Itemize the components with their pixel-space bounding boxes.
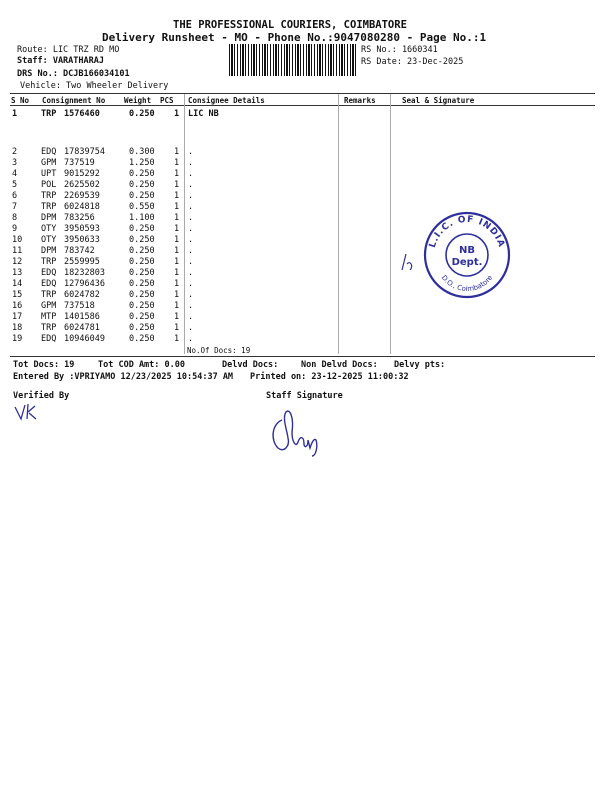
vehicle: Vehicle: Two Wheeler Delivery xyxy=(20,81,169,91)
row-consignee: . xyxy=(188,246,194,256)
col-pcs: PCS xyxy=(160,96,174,105)
row-sno: 7 xyxy=(12,202,18,212)
row-code: DPM xyxy=(41,213,57,223)
row-pcs: 1 xyxy=(174,180,180,190)
row-consignment-no: 6024781 xyxy=(64,323,100,333)
verified-initials-signature xyxy=(12,401,52,423)
row-sno: 4 xyxy=(12,169,18,179)
row-weight: 0.250 xyxy=(129,268,155,278)
row-sno: 12 xyxy=(12,257,23,267)
row-consignment-no: 17839754 xyxy=(64,147,105,157)
row-consignment-no: 3950593 xyxy=(64,224,100,234)
row-consignment-no: 783742 xyxy=(64,246,95,256)
entered-by: Entered By :VPRIYAMO 12/23/2025 10:54:37 AM xyxy=(13,372,234,382)
row-code: UPT xyxy=(41,169,57,179)
staff: Staff: VARATHARAJ xyxy=(17,56,104,66)
table-row xyxy=(12,312,572,323)
table-row xyxy=(12,191,572,202)
row-pcs: 1 xyxy=(174,158,180,168)
row-sno: 10 xyxy=(12,235,23,245)
svg-text:L.I.C. OF INDIA xyxy=(428,215,506,249)
rs-number: RS No.: 1660341 xyxy=(361,45,438,55)
row-pcs: 1 xyxy=(174,334,180,344)
barcode xyxy=(229,44,357,76)
row-sno: 15 xyxy=(12,290,23,300)
row-code: EDQ xyxy=(41,279,57,289)
table-row xyxy=(12,301,572,312)
table-row xyxy=(12,147,572,158)
row-weight: 0.250 xyxy=(129,224,155,234)
staff-signature xyxy=(268,402,330,458)
row-consignment-no: 1401586 xyxy=(64,312,100,322)
row-weight: 1.250 xyxy=(129,158,155,168)
row-pcs: 1 xyxy=(174,301,180,311)
row-pcs: 1 xyxy=(174,257,180,267)
row-consignment-no: 6024818 xyxy=(64,202,100,212)
row-sno: 11 xyxy=(12,246,23,256)
row-weight: 0.250 xyxy=(129,334,155,344)
rs-date: RS Date: 23-Dec-2025 xyxy=(361,57,464,67)
table-bottom-rule xyxy=(10,356,595,357)
delvd-docs: Delvd Docs: xyxy=(222,360,279,370)
row-code: GPM xyxy=(41,301,57,311)
row-consignee: . xyxy=(188,202,194,212)
row-code: POL xyxy=(41,180,57,190)
row-weight: 0.250 xyxy=(129,312,155,322)
row-consignment-no: 2269539 xyxy=(64,191,100,201)
staff-signature-label: Staff Signature xyxy=(266,391,343,401)
row-consignee: . xyxy=(188,312,194,322)
no-of-docs: No.Of Docs: 19 xyxy=(187,346,251,355)
row-consignee: . xyxy=(188,279,194,289)
row-sno: 13 xyxy=(12,268,23,278)
row-pcs: 1 xyxy=(174,323,180,333)
tot-docs: Tot Docs: 19 xyxy=(13,360,75,370)
row-consignment-no: 1576460 xyxy=(64,109,100,119)
row-sno: 9 xyxy=(12,224,18,234)
row-code: EDQ xyxy=(41,147,57,157)
row-sno: 5 xyxy=(12,180,18,190)
row-pcs: 1 xyxy=(174,246,180,256)
lic-stamp xyxy=(422,210,512,300)
row-consignment-no: 9015292 xyxy=(64,169,100,179)
table-row xyxy=(12,169,572,180)
row-weight: 0.250 xyxy=(129,290,155,300)
row-weight: 0.250 xyxy=(129,257,155,267)
verified-by-label: Verified By xyxy=(13,391,70,401)
row-consignment-no: 2625502 xyxy=(64,180,100,190)
col-weight: Weight xyxy=(124,96,152,105)
row-consignment-no: 2559995 xyxy=(64,257,100,267)
row-code: TRP xyxy=(41,191,57,201)
row-consignee: . xyxy=(188,290,194,300)
delvy-pts: Delvy pts: xyxy=(394,360,446,370)
row-weight: 0.300 xyxy=(129,147,155,157)
row-weight: 0.250 xyxy=(129,301,155,311)
row-consignee: . xyxy=(188,235,194,245)
col-seal: Seal & Signature xyxy=(402,96,475,105)
row-weight: 0.250 xyxy=(129,191,155,201)
runsheet-title: Delivery Runsheet - MO - Phone No.:9047080280 - Page No.:1 xyxy=(102,31,487,44)
row-code: DPM xyxy=(41,246,57,256)
table-row xyxy=(12,323,572,334)
row-consignee: . xyxy=(188,301,194,311)
row-sno: 14 xyxy=(12,279,23,289)
table-row xyxy=(12,109,572,120)
row-sno: 16 xyxy=(12,301,23,311)
header-top-rule xyxy=(10,93,595,94)
row-consignment-no: 737519 xyxy=(64,158,95,168)
row-sno: 1 xyxy=(12,109,18,119)
row-pcs: 1 xyxy=(174,290,180,300)
row-consignment-no: 737518 xyxy=(64,301,95,311)
row-code: TRP xyxy=(41,290,57,300)
col-remarks: Remarks xyxy=(344,96,376,105)
row-weight: 0.250 xyxy=(129,246,155,256)
row-sno: 6 xyxy=(12,191,18,201)
table-row xyxy=(12,180,572,191)
row-code: EDQ xyxy=(41,268,57,278)
row-pcs: 1 xyxy=(174,224,180,234)
row-code: TRP xyxy=(41,109,57,119)
tot-cod-amt: Tot COD Amt: 0.00 xyxy=(98,360,185,370)
row-pcs: 1 xyxy=(174,191,180,201)
row-pcs: 1 xyxy=(174,312,180,322)
row-consignee: . xyxy=(188,224,194,234)
row-pcs: 1 xyxy=(174,147,180,157)
row-sno: 3 xyxy=(12,158,18,168)
row-pcs: 1 xyxy=(174,279,180,289)
row-weight: 0.250 xyxy=(129,109,155,119)
table-row xyxy=(12,158,572,169)
row-consignee: . xyxy=(188,257,194,267)
row-code: EDQ xyxy=(41,334,57,344)
col-consignee: Consignee Details xyxy=(188,96,265,105)
row-weight: 0.250 xyxy=(129,180,155,190)
stamp-center-bottom: Dept. xyxy=(451,257,483,268)
row-code: TRP xyxy=(41,323,57,333)
row-sno: 2 xyxy=(12,147,18,157)
row-consignee: LIC NB xyxy=(188,109,219,119)
row-consignee: . xyxy=(188,180,194,190)
row-consignment-no: 12796436 xyxy=(64,279,105,289)
row-weight: 0.250 xyxy=(129,169,155,179)
row-pcs: 1 xyxy=(174,169,180,179)
row-consignment-no: 10946049 xyxy=(64,334,105,344)
col-sno: S No xyxy=(11,96,30,105)
row-consignee: . xyxy=(188,268,194,278)
non-delvd-docs: Non Delvd Docs: xyxy=(301,360,378,370)
row-consignment-no: 18232803 xyxy=(64,268,105,278)
row-pcs: 1 xyxy=(174,268,180,278)
row-consignee: . xyxy=(188,191,194,201)
row-code: TRP xyxy=(41,202,57,212)
row-sno: 19 xyxy=(12,334,23,344)
drs-number: DRS No.: DCJB166034101 xyxy=(17,69,130,79)
stamp-bottom-text: D.O., Coimbatore xyxy=(439,273,495,294)
row-code: GPM xyxy=(41,158,57,168)
row-pcs: 1 xyxy=(174,202,180,212)
row-consignee: . xyxy=(188,147,194,157)
row-code: OTY xyxy=(41,235,57,245)
col-consignment: Consignment No xyxy=(42,96,106,105)
row-consignee: . xyxy=(188,334,194,344)
row-sno: 8 xyxy=(12,213,18,223)
row-code: MTP xyxy=(41,312,57,322)
row-code: OTY xyxy=(41,224,57,234)
row-pcs: 1 xyxy=(174,235,180,245)
row-consignee: . xyxy=(188,169,194,179)
row-consignment-no: 3950633 xyxy=(64,235,100,245)
header-bottom-rule xyxy=(10,105,595,106)
route: Route: LIC TRZ RD MO xyxy=(17,45,120,55)
row-consignment-no: 6024782 xyxy=(64,290,100,300)
row-weight: 0.250 xyxy=(129,235,155,245)
row-consignment-no: 783256 xyxy=(64,213,95,223)
row-code: TRP xyxy=(41,257,57,267)
row-consignee: . xyxy=(188,323,194,333)
row-sno: 17 xyxy=(12,312,23,322)
row-pcs: 1 xyxy=(174,109,180,119)
stamp-center-top: NB xyxy=(459,245,475,256)
row-weight: 0.250 xyxy=(129,323,155,333)
row-consignee: . xyxy=(188,213,194,223)
printed-on: Printed on: 23-12-2025 11:00:32 xyxy=(250,372,409,382)
row-pcs: 1 xyxy=(174,213,180,223)
row-weight: 0.550 xyxy=(129,202,155,212)
company-name: THE PROFESSIONAL COURIERS, COIMBATORE xyxy=(173,19,407,31)
row-consignee: . xyxy=(188,158,194,168)
row-sno: 18 xyxy=(12,323,23,333)
stamp-ring-text: L.I.C. OF INDIA xyxy=(427,214,507,250)
row-weight: 0.250 xyxy=(129,279,155,289)
row-weight: 1.100 xyxy=(129,213,155,223)
table-row xyxy=(12,334,572,345)
